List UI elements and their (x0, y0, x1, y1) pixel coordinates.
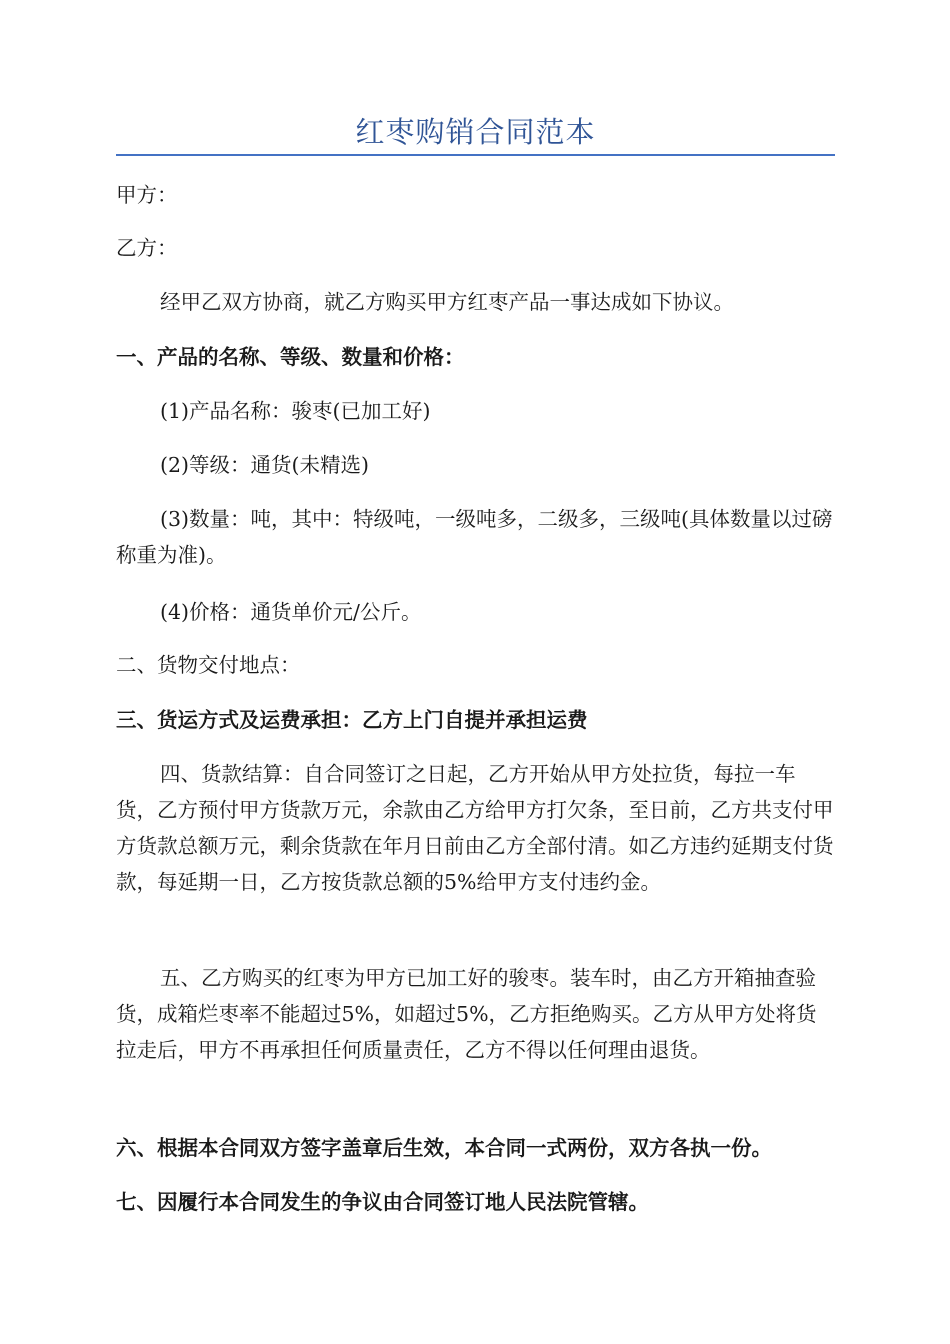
section-4: 四、货款结算：自合同签订之日起，乙方开始从甲方处拉货，每拉一车货，乙方预付甲方货款万元，余款由乙方给甲方打欠条，至日前，乙方共支付甲方货款总额万元，剩余货款在年月日前由乙方全部付清。如乙方违约延期支付货款，每延期一日，乙方按货款总额的5%给甲方支付违约金。 (116, 762, 834, 894)
title-underline (116, 154, 835, 156)
section-1-item-3: (3)数量：吨，其中：特级吨，一级吨多，二级多，三级吨(具体数量以过磅称重为准)。 (116, 507, 833, 567)
section-5: 五、乙方购买的红枣为甲方已加工好的骏枣。装车时，由乙方开箱抽查验货，成箱烂枣率不能超过5%，如超过5%，乙方拒绝购买。乙方从甲方处将货拉走后，甲方不再承担任何质量责任，乙方不得以任何理由退货。 (116, 966, 817, 1062)
document-title: 红枣购销合同范本 (355, 115, 596, 149)
section-1-item-2: (2)等级：通货(未精选) (160, 453, 370, 477)
section-3: 三、货运方式及运费承担：乙方上门自提并承担运费 (116, 708, 588, 732)
section-1-item-1: (1)产品名称：骏枣(已加工好) (160, 399, 431, 423)
intro-paragraph: 经甲乙双方协商，就乙方购买甲方红枣产品一事达成如下协议。 (160, 290, 734, 314)
section-1-heading: 一、产品的名称、等级、数量和价格： (116, 345, 465, 369)
section-6: 六、根据本合同双方签字盖章后生效，本合同一式两份，双方各执一份。 (116, 1136, 772, 1160)
party-b-line: 乙方： (116, 236, 178, 260)
section-1-item-4: (4)价格：通货单价元/公斤。 (160, 600, 422, 624)
party-a-line: 甲方： (116, 183, 178, 207)
section-7: 七、因履行本合同发生的争议由合同签订地人民法院管辖。 (116, 1190, 649, 1214)
section-2: 二、货物交付地点： (116, 653, 301, 677)
